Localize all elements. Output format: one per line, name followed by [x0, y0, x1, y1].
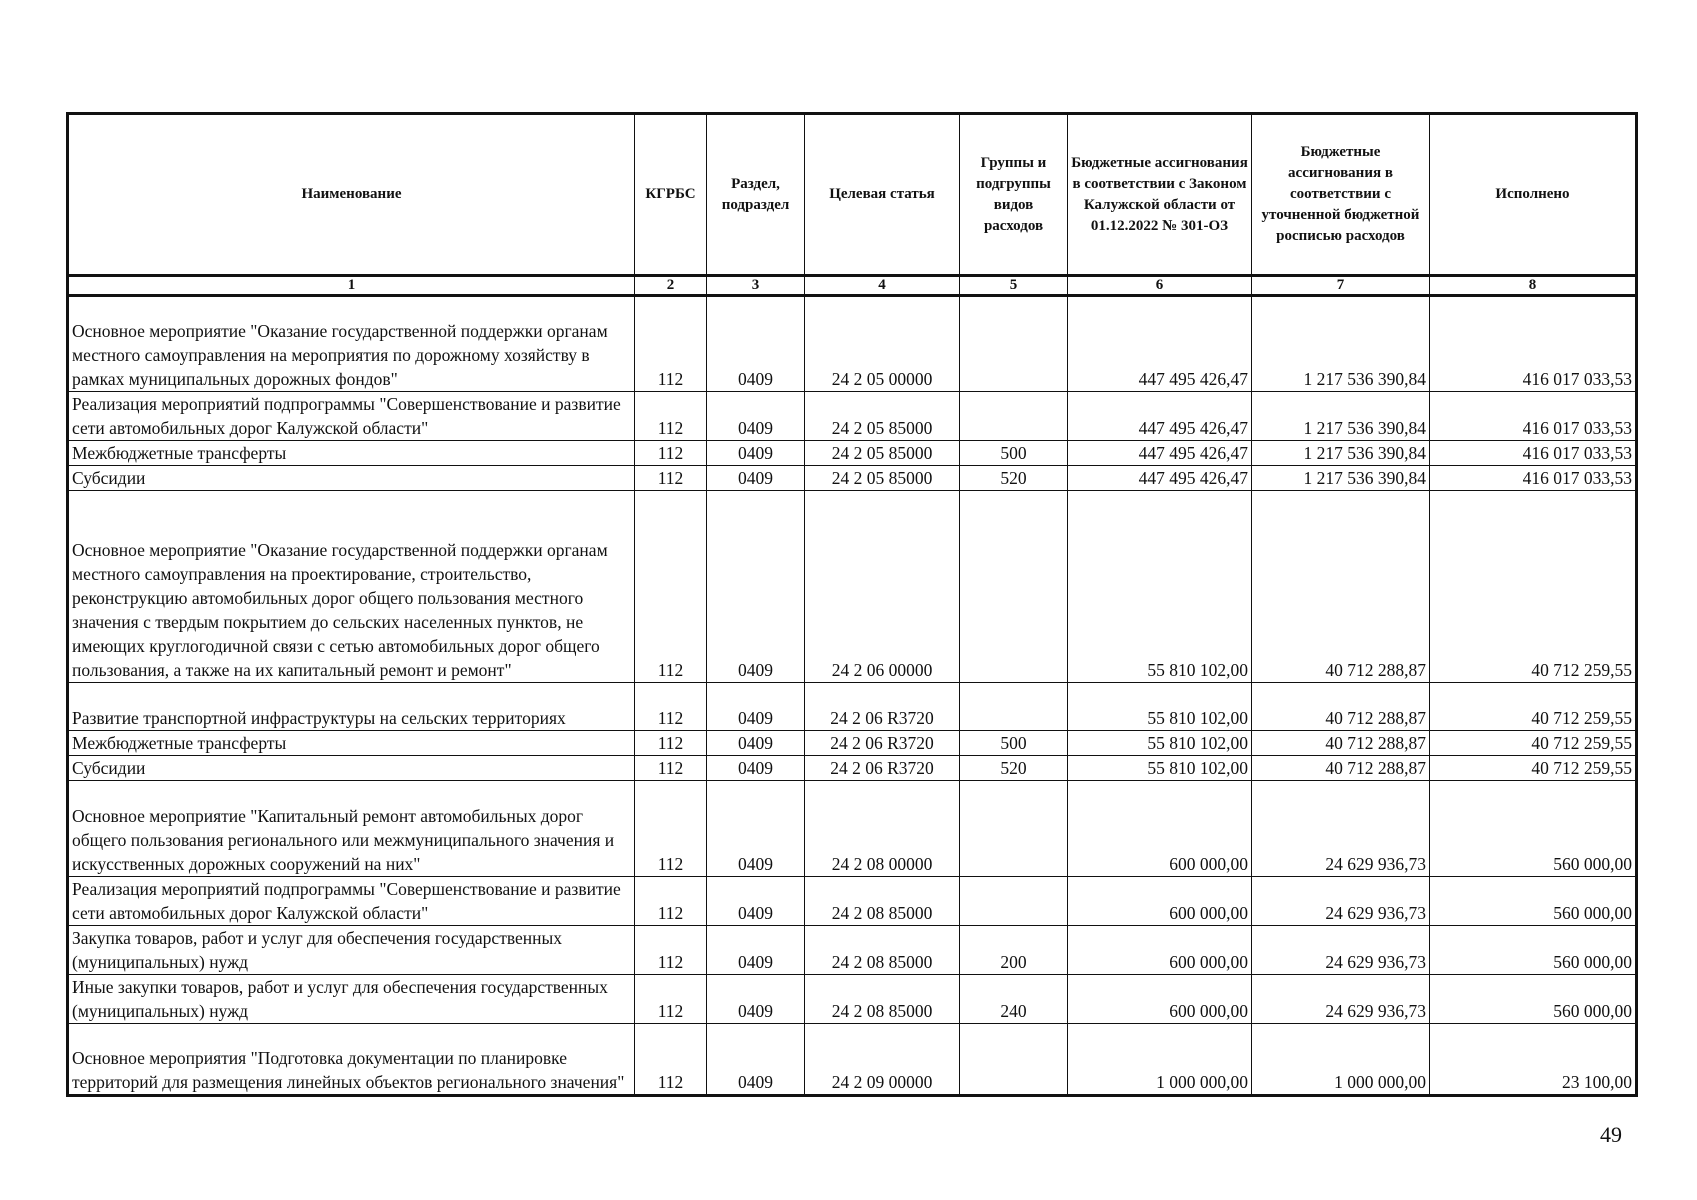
row-kgrbs: 112	[635, 296, 707, 392]
row-refined: 40 712 288,87	[1252, 756, 1430, 781]
row-name: Реализация мероприятий подпрограммы "Совершенствование и развитие сети автомобильных дорог Калужской области"	[68, 392, 635, 441]
row-group	[960, 877, 1068, 926]
row-executed: 40 712 259,55	[1430, 756, 1637, 781]
row-kgrbs: 112	[635, 877, 707, 926]
row-executed: 416 017 033,53	[1430, 392, 1637, 441]
row-name: Основное мероприятие "Оказание государственной поддержки органам местного самоуправления на мероприятия по дорожному хозяйству в рамках муниципальных дорожных фондов"	[68, 296, 635, 392]
row-group: 520	[960, 466, 1068, 491]
row-kgrbs: 112	[635, 756, 707, 781]
header-executed: Исполнено	[1430, 114, 1637, 276]
header-kgrbs: КГРБС	[635, 114, 707, 276]
row-law: 447 495 426,47	[1068, 441, 1252, 466]
row-target: 24 2 06 R3720	[805, 756, 960, 781]
row-name: Межбюджетные трансферты	[68, 441, 635, 466]
table-row	[68, 756, 1637, 781]
row-law: 600 000,00	[1068, 877, 1252, 926]
row-name: Реализация мероприятий подпрограммы "Совершенствование и развитие сети автомобильных дорог Калужской области"	[68, 877, 635, 926]
column-number: 1	[68, 276, 635, 296]
table-row	[68, 683, 1637, 731]
row-target: 24 2 08 00000	[805, 781, 960, 877]
header-target-article: Целевая статья	[805, 114, 960, 276]
row-section: 0409	[707, 441, 805, 466]
row-target: 24 2 08 85000	[805, 975, 960, 1024]
row-name: Основное мероприятия "Подготовка документации по планировке территорий для размещения линейных объектов регионального значения"	[68, 1024, 635, 1096]
column-number: 6	[1068, 276, 1252, 296]
table-row	[68, 926, 1637, 975]
row-kgrbs: 112	[635, 491, 707, 683]
row-section: 0409	[707, 877, 805, 926]
row-law: 600 000,00	[1068, 926, 1252, 975]
row-law: 55 810 102,00	[1068, 491, 1252, 683]
row-group	[960, 683, 1068, 731]
header-row	[68, 114, 1637, 276]
row-kgrbs: 112	[635, 466, 707, 491]
column-number: 5	[960, 276, 1068, 296]
table-row	[68, 731, 1637, 756]
row-name: Субсидии	[68, 466, 635, 491]
row-kgrbs: 112	[635, 731, 707, 756]
row-group: 500	[960, 441, 1068, 466]
row-law: 447 495 426,47	[1068, 296, 1252, 392]
row-law: 55 810 102,00	[1068, 731, 1252, 756]
row-refined: 24 629 936,73	[1252, 781, 1430, 877]
row-target: 24 2 05 85000	[805, 466, 960, 491]
row-refined: 1 217 536 390,84	[1252, 466, 1430, 491]
column-number: 3	[707, 276, 805, 296]
table-row	[68, 296, 1637, 392]
row-group: 200	[960, 926, 1068, 975]
header-section: Раздел, подраздел	[707, 114, 805, 276]
table-row	[68, 1024, 1637, 1096]
budget-table	[66, 112, 1638, 1097]
row-target: 24 2 06 R3720	[805, 731, 960, 756]
row-group	[960, 296, 1068, 392]
row-kgrbs: 112	[635, 1024, 707, 1096]
row-target: 24 2 05 00000	[805, 296, 960, 392]
row-executed: 23 100,00	[1430, 1024, 1637, 1096]
table-row	[68, 877, 1637, 926]
row-kgrbs: 112	[635, 441, 707, 466]
row-section: 0409	[707, 683, 805, 731]
row-group: 500	[960, 731, 1068, 756]
column-number: 8	[1430, 276, 1637, 296]
row-executed: 40 712 259,55	[1430, 683, 1637, 731]
table-row	[68, 975, 1637, 1024]
row-section: 0409	[707, 296, 805, 392]
row-refined: 1 217 536 390,84	[1252, 296, 1430, 392]
table-row	[68, 466, 1637, 491]
row-group	[960, 392, 1068, 441]
row-name: Основное мероприятие "Капитальный ремонт автомобильных дорог общего пользования регионального или межмуниципального значения и искусственных дорожных сооружений на них"	[68, 781, 635, 877]
row-section: 0409	[707, 392, 805, 441]
table-row	[68, 441, 1637, 466]
row-kgrbs: 112	[635, 926, 707, 975]
row-refined: 40 712 288,87	[1252, 683, 1430, 731]
row-target: 24 2 09 00000	[805, 1024, 960, 1096]
column-number: 7	[1252, 276, 1430, 296]
row-refined: 40 712 288,87	[1252, 731, 1430, 756]
row-executed: 560 000,00	[1430, 781, 1637, 877]
row-law: 447 495 426,47	[1068, 392, 1252, 441]
row-section: 0409	[707, 781, 805, 877]
row-section: 0409	[707, 1024, 805, 1096]
row-target: 24 2 06 00000	[805, 491, 960, 683]
row-refined: 1 000 000,00	[1252, 1024, 1430, 1096]
header-expense-group: Группы и подгруппы видов расходов	[960, 114, 1068, 276]
table-row	[68, 781, 1637, 877]
row-law: 600 000,00	[1068, 781, 1252, 877]
row-group	[960, 781, 1068, 877]
row-name: Иные закупки товаров, работ и услуг для обеспечения государственных (муниципальных) нужд	[68, 975, 635, 1024]
table-row	[68, 491, 1637, 683]
row-refined: 24 629 936,73	[1252, 926, 1430, 975]
page-number: 49	[1600, 1122, 1622, 1147]
row-law: 600 000,00	[1068, 975, 1252, 1024]
row-target: 24 2 06 R3720	[805, 683, 960, 731]
row-group	[960, 491, 1068, 683]
column-number: 2	[635, 276, 707, 296]
row-section: 0409	[707, 731, 805, 756]
row-executed: 560 000,00	[1430, 926, 1637, 975]
row-group	[960, 1024, 1068, 1096]
table-row	[68, 392, 1637, 441]
row-section: 0409	[707, 926, 805, 975]
row-target: 24 2 05 85000	[805, 392, 960, 441]
row-group: 240	[960, 975, 1068, 1024]
row-refined: 1 217 536 390,84	[1252, 441, 1430, 466]
row-law: 55 810 102,00	[1068, 683, 1252, 731]
row-kgrbs: 112	[635, 683, 707, 731]
row-refined: 1 217 536 390,84	[1252, 392, 1430, 441]
row-name: Межбюджетные трансферты	[68, 731, 635, 756]
row-name: Субсидии	[68, 756, 635, 781]
row-section: 0409	[707, 975, 805, 1024]
row-executed: 416 017 033,53	[1430, 296, 1637, 392]
row-law: 55 810 102,00	[1068, 756, 1252, 781]
header-name: Наименование	[68, 114, 635, 276]
row-executed: 416 017 033,53	[1430, 441, 1637, 466]
row-law: 1 000 000,00	[1068, 1024, 1252, 1096]
row-kgrbs: 112	[635, 392, 707, 441]
header-law-allocation: Бюджетные ассигнования в соответствии с Законом Калужской области от 01.12.2022 № 301-ОЗ	[1068, 114, 1252, 276]
row-refined: 40 712 288,87	[1252, 491, 1430, 683]
row-executed: 560 000,00	[1430, 877, 1637, 926]
row-section: 0409	[707, 491, 805, 683]
row-name: Закупка товаров, работ и услуг для обеспечения государственных (муниципальных) нужд	[68, 926, 635, 975]
row-refined: 24 629 936,73	[1252, 975, 1430, 1024]
row-executed: 560 000,00	[1430, 975, 1637, 1024]
row-refined: 24 629 936,73	[1252, 877, 1430, 926]
column-number-row	[68, 276, 1637, 296]
row-section: 0409	[707, 466, 805, 491]
row-name: Основное мероприятие "Оказание государственной поддержки органам местного самоуправления на проектирование, строительство, реконструкцию автомобильных дорог общего пользования местного значения с твердым покрытием до сельских населенных пунктов, не имеющих круглогодичной связи с сетью автомобильных дорог общего пользования, а также на их капитальный ремонт и ремонт"	[68, 491, 635, 683]
row-target: 24 2 05 85000	[805, 441, 960, 466]
header-refined-allocation: Бюджетные ассигнования в соответствии с уточненной бюджетной росписью расходов	[1252, 114, 1430, 276]
row-kgrbs: 112	[635, 781, 707, 877]
row-name: Развитие транспортной инфраструктуры на сельских территориях	[68, 683, 635, 731]
row-executed: 40 712 259,55	[1430, 491, 1637, 683]
row-target: 24 2 08 85000	[805, 877, 960, 926]
row-executed: 40 712 259,55	[1430, 731, 1637, 756]
row-group: 520	[960, 756, 1068, 781]
row-law: 447 495 426,47	[1068, 466, 1252, 491]
row-executed: 416 017 033,53	[1430, 466, 1637, 491]
row-target: 24 2 08 85000	[805, 926, 960, 975]
row-section: 0409	[707, 756, 805, 781]
row-kgrbs: 112	[635, 975, 707, 1024]
column-number: 4	[805, 276, 960, 296]
